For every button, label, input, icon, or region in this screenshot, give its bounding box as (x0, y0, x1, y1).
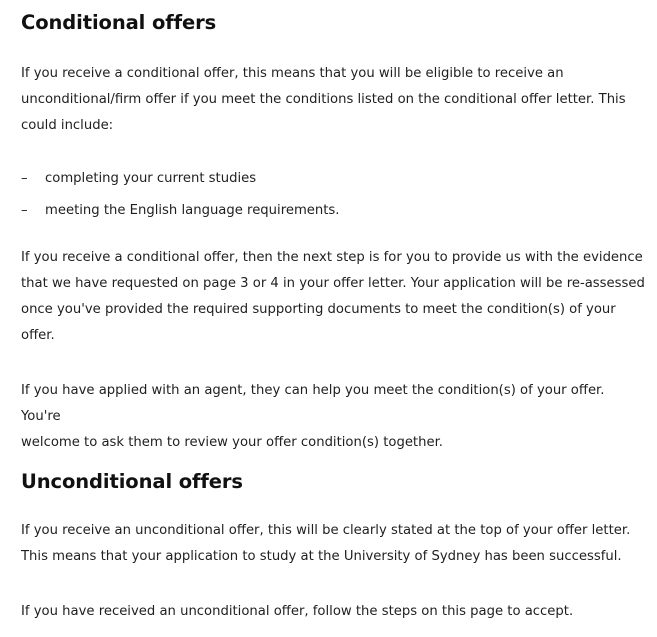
text-line: unconditional/firm offer if you meet the conditions listed on the conditional offer letter. This (21, 92, 626, 107)
text-line: could include: (21, 118, 114, 133)
dash-bullet: – (21, 171, 28, 186)
text-line: This means that your application to study at the University of Sydney has been successful. (21, 549, 622, 564)
text-line: If you receive a conditional offer, this means that you will be eligible to receive an (21, 66, 564, 81)
conditional-offer-next-step (21, 245, 646, 349)
text-line: If you have received an unconditional offer, follow the steps on this page to accept. (21, 604, 574, 619)
unconditional-offers-heading: Unconditional offers (21, 470, 243, 493)
agent-paragraph (21, 378, 646, 456)
unconditional-offer-intro (21, 518, 646, 570)
conditional-offer-intro (21, 61, 646, 139)
dash-bullet: – (21, 203, 28, 218)
text-line: offer. (21, 328, 55, 343)
list-item-text: completing your current studies (45, 171, 257, 186)
text-line: If you receive a conditional offer, then the next step is for you to provide us with the evidence (21, 250, 643, 265)
conditions-list (21, 166, 340, 230)
text-line: If you receive an unconditional offer, this will be clearly stated at the top of your offer letter. (21, 523, 631, 538)
text-line: once you've provided the required supporting documents to meet the condition(s) of your (21, 302, 616, 317)
text-line: that we have requested on page 3 or 4 in your offer letter. Your application will be re-assessed (21, 276, 645, 291)
list-item (21, 198, 340, 224)
text-line: If you have applied with an agent, they can help you meet the condition(s) of your offer. You're (21, 383, 605, 424)
list-item (21, 166, 340, 192)
conditional-offers-heading: Conditional offers (21, 11, 217, 34)
list-item-text: meeting the English language requirements. (45, 203, 340, 218)
unconditional-offer-accept (21, 599, 646, 625)
text-line: welcome to ask them to review your offer condition(s) together. (21, 435, 443, 450)
